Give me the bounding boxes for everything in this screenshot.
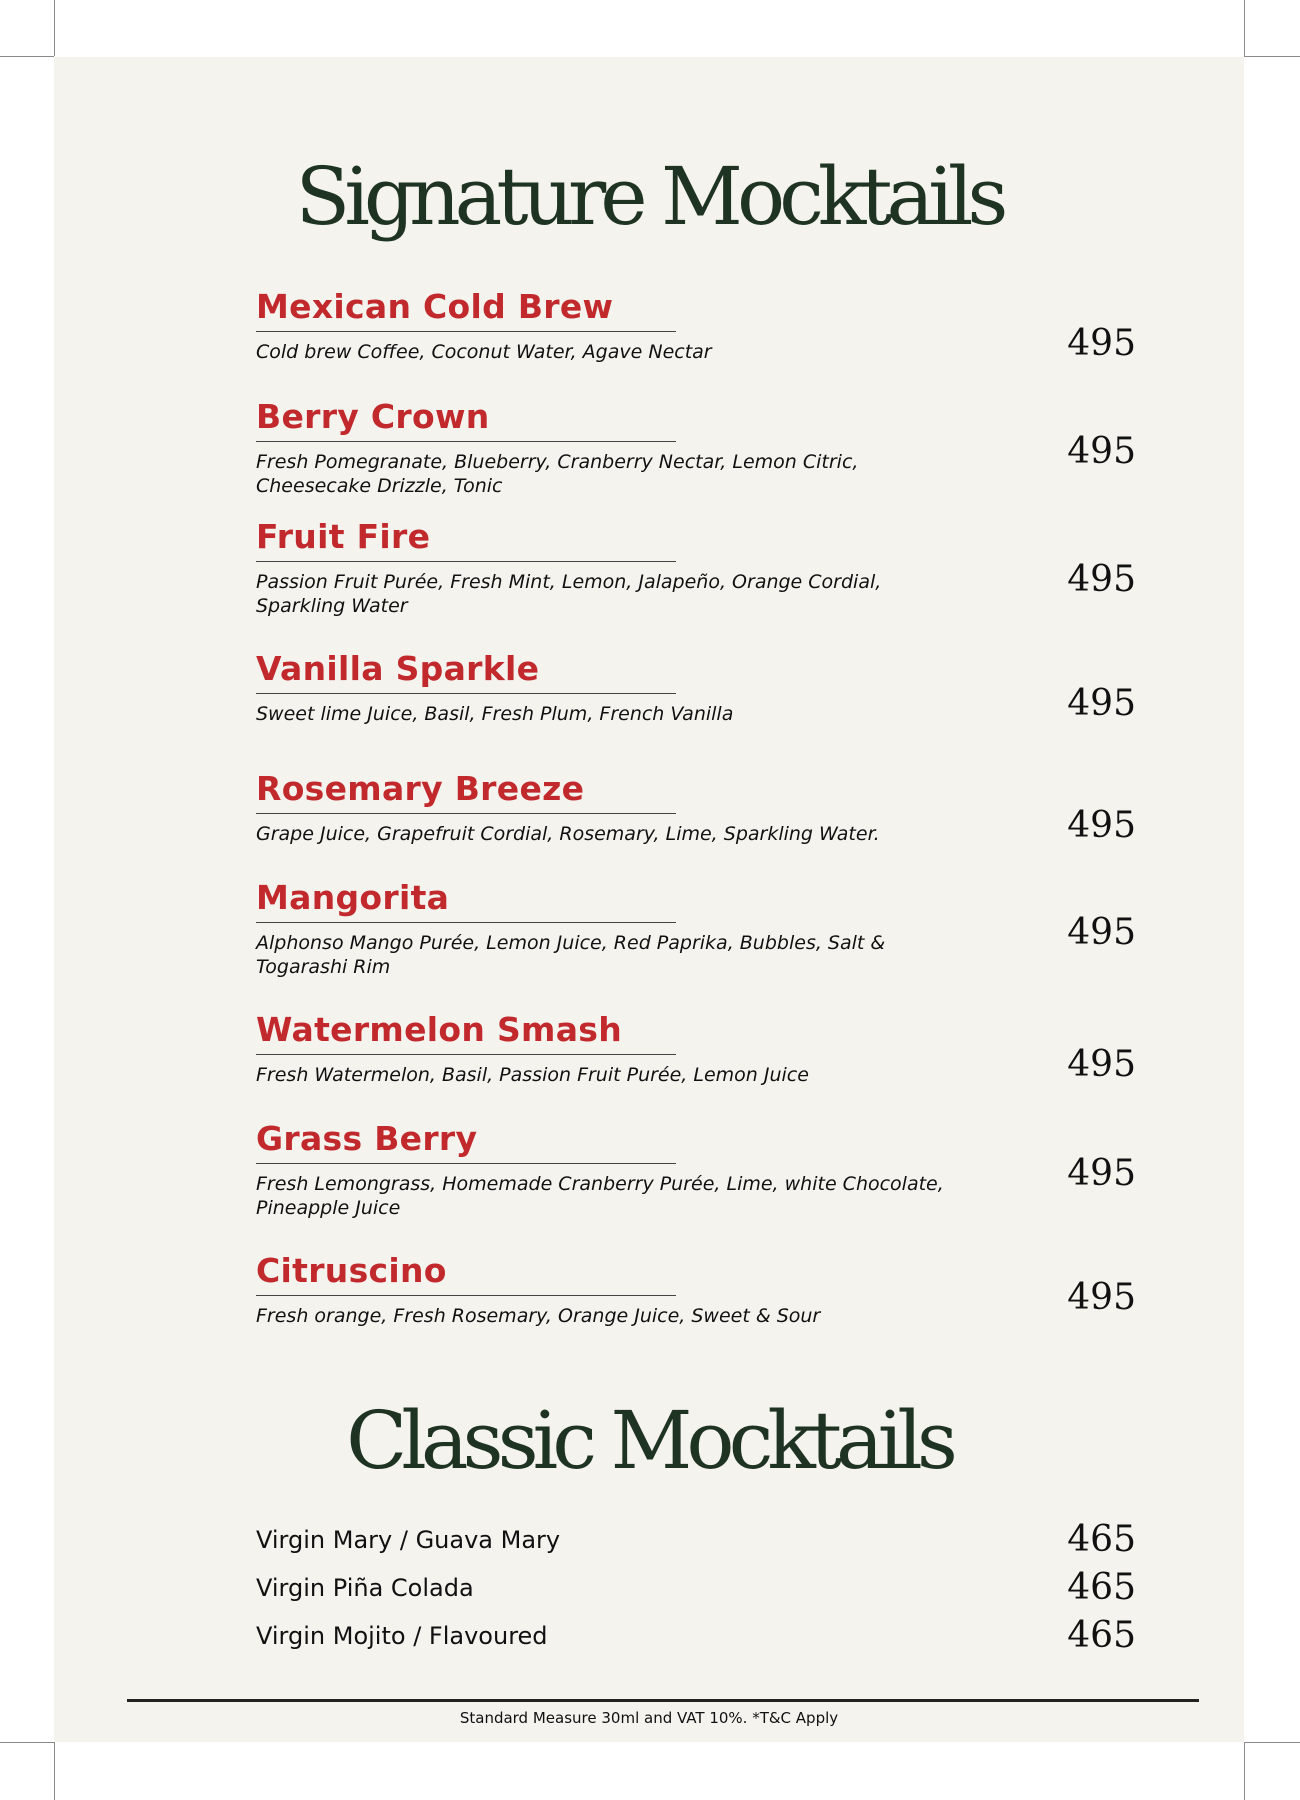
footer-note: Standard Measure 30ml and VAT 10%. *T&C Apply [459,1709,839,1727]
item-description: Fresh Pomegranate, Blueberry, Cranberry Nectar, Lemon Citric, Cheesecake Drizzle, Tonic [256,451,859,497]
item-description: Alphonso Mango Purée, Lemon Juice, Red Paprika, Bubbles, Salt & Togarashi Rim [256,932,886,978]
crop-mark [1244,0,1245,56]
crop-mark [0,56,54,57]
item-price: 495 [1067,1044,1136,1085]
footer-divider [127,1699,1199,1702]
item-description: Passion Fruit Purée, Fresh Mint, Lemon, Jalapeño, Orange Cordial, Sparkling Water [256,571,882,617]
menu-item [256,517,1136,618]
item-description: Grape Juice, Grapefruit Cordial, Rosemary, Lime, Sparkling Water. [256,823,880,845]
item-price: 465 [1067,1567,1136,1608]
classic-item [256,1564,1136,1612]
item-name: Berry Crown [256,397,490,436]
item-underline [256,561,676,562]
item-description: Fresh orange, Fresh Rosemary, Orange Juice, Sweet & Sour [256,1305,821,1327]
item-price: 465 [1067,1615,1136,1656]
item-underline [256,441,676,442]
item-underline [256,813,676,814]
item-price: 495 [1067,912,1136,953]
crop-mark [54,0,55,56]
item-name: Virgin Piña Colada [256,1574,474,1602]
item-name: Virgin Mojito / Flavoured [256,1622,548,1650]
item-description: Fresh Watermelon, Basil, Passion Fruit Purée, Lemon Juice [256,1064,809,1086]
item-price: 495 [1067,683,1136,724]
item-underline [256,331,676,332]
menu-item [256,878,1136,979]
item-underline [256,693,676,694]
menu-item [256,397,1136,498]
menu-item [256,649,1136,726]
menu-item [256,769,1136,846]
menu-page [54,57,1244,1742]
item-price: 495 [1067,1277,1136,1318]
item-description: Fresh Lemongrass, Homemade Cranberry Purée, Lime, white Chocolate, Pineapple Juice [256,1173,944,1219]
item-price: 495 [1067,1153,1136,1194]
classic-item [256,1516,1136,1564]
item-underline [256,1163,676,1164]
crop-mark [1244,56,1300,57]
crop-mark [1244,1742,1300,1743]
item-underline [256,1295,676,1296]
item-price: 465 [1067,1519,1136,1560]
item-description: Cold brew Coffee, Coconut Water, Agave Nectar [256,341,712,363]
menu-item [256,1119,1136,1220]
item-name: Fruit Fire [256,517,431,556]
item-name: Rosemary Breeze [256,769,585,808]
signature-heading: Signature Mocktails [295,150,1003,243]
classic-item [256,1612,1136,1660]
item-price: 495 [1067,431,1136,472]
classic-heading: Classic Mocktails [346,1394,952,1487]
item-description: Sweet lime Juice, Basil, Fresh Plum, French Vanilla [256,703,734,725]
item-price: 495 [1067,805,1136,846]
item-name: Mangorita [256,878,450,917]
item-price: 495 [1067,323,1136,364]
crop-mark [0,1742,54,1743]
crop-mark [1244,1742,1245,1800]
item-underline [256,1054,676,1055]
item-name: Watermelon Smash [256,1010,623,1049]
crop-mark [54,1742,55,1800]
menu-item [256,1251,1136,1328]
item-name: Mexican Cold Brew [256,287,614,326]
menu-item [256,287,1136,364]
menu-item [256,1010,1136,1087]
item-price: 495 [1067,559,1136,600]
item-name: Virgin Mary / Guava Mary [256,1526,561,1554]
item-underline [256,922,676,923]
item-name: Citruscino [256,1251,447,1290]
item-name: Grass Berry [256,1119,478,1158]
item-name: Vanilla Sparkle [256,649,540,688]
